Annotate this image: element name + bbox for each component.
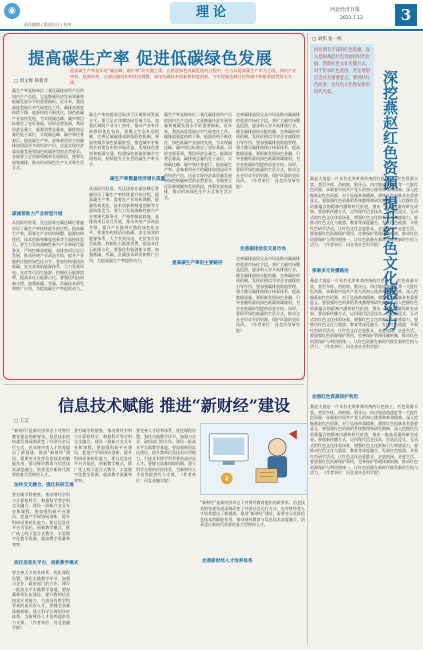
article1-column-2-text: 碳生产率的提高还取决于区域协同发展水平。要立足京津冀协同发展大局，加强区域间产业分工协作，推动产业有序转移和优化布局。要健全生态补偿机制，完善区域碳排放联防联控机制。要加快城乡绿色低碳转型，推进城市更新和乡村建设中的节能改造，发展绿色建筑和低碳交通，构建绿色低碳的城乡空间格局，持续提升全社会的碳生产率水平。 — [89, 112, 159, 167]
section-divider — [4, 384, 304, 385]
article1-column-2b — [89, 186, 159, 374]
paper-name: 河北经济日报 — [330, 7, 361, 13]
article1-column-1b-text: 从国际经验看，发达国家在碳达峰后普遍经历了碳生产率持续提升的过程。提高碳生产率，需要在产业结构调整、能源结构优化、技术创新和制度创新等方面持续发力。要大力发展战略性新兴产业和现代服务业，严格控制高耗能、高排放项目盲目发展，推动传统产业改造升级，提升产业链供应链的绿色化水平。要加快构建清洁低碳、安全高效的能源体系，大力发展风电、光伏等可再生能源，控制化石能源消费，提高非化石能源占比。要强化科技创新支撑，加强低碳、零碳、负碳技术研发和推广应用，为提高碳生产率提供动力。 — [12, 220, 84, 291]
article1-headline[interactable]: 提高碳生产率 促进低碳绿色发展 — [28, 49, 273, 68]
article2-column-1-text: “新财经”是新经济形态下对财经教育提出的新要求。信息技术的快速发展深刻改变了经济社会运行方式，也对财经类人才培养提出了新挑战。推进“新财经”建设，需要充分发挥信息技术的赋能作用，推动财经教育与信息技术深度融合，培养适应新时代需要的复合型财经人才。 — [12, 428, 70, 477]
article1-column-2b-text: 从国际经验看，发达国家在碳达峰后普遍经历了碳生产率持续提升的过程。提高碳生产率，需要在产业结构调整、能源结构优化、技术创新和制度创新等方面持续发力。要大力发展战略性新兴产业和现代服务业，严格控制高耗能、高排放项目盲目发展，推动传统产业改造升级，提升产业链供应链的绿色化水平。要加快构建清洁低碳、安全高效的能源体系，大力发展风电、光伏等可再生能源，控制化石能源消费，提高非化石能源占比。要强化科技创新支撑，加强低碳、零碳、负碳技术研发和推广应用，为提高碳生产率提供动力。 — [89, 186, 159, 263]
article3-byline: □ 刘伟 张一鸣 — [312, 37, 342, 42]
article1-column-4 — [236, 112, 300, 242]
article3-column-top — [310, 176, 418, 264]
article1-subhead-2: 碳生产率衡量经济增长质量 — [110, 177, 166, 182]
article2-column-2-text: 要打破学科壁垒，推动财经学科与计算机科学、数据科学等学科交叉融合，建设一批新兴交叉专业和课程。要加强科研平台建设，促进产学研协同创新，提升科研成果转化能力。要以信息化平台为依托，创新教学模式，推广线上线下混合式教学，丰富数字化教学资源，提高教学质量和效率。 — [74, 428, 132, 483]
article2-subhead-1: 加快交叉融合，强化科研互通 — [14, 483, 74, 488]
article2-subhead-2: 依托信息化平台，创新教学模式 — [14, 561, 79, 566]
article3-subhead-2: 加强红色资源保护利用 — [312, 395, 358, 400]
article2-column-4-text: “新财经”是新经济形态下对财经教育提出的新要求。信息技术的快速发展深刻改变了经济社会运行方式，也对财经类人才培养提出了新挑战。推进“新财经”建设，需要充分发挥信息技术的赋能作用，推动财经教育与信息技术深度融合，培养适应新时代需要的复合型财经人才。 — [200, 500, 305, 527]
article3-column-mid — [310, 278, 418, 390]
column-divider — [307, 33, 308, 645]
article1-column-1b — [12, 220, 84, 374]
article2-column-2 — [74, 428, 132, 644]
education-cartoon-icon — [200, 423, 308, 495]
newspaper-logo-icon: ◉ — [4, 3, 20, 19]
masthead-meta: 责任编辑 / 版面设计 / 校对 — [24, 22, 72, 27]
article2-subhead-3: 完善新财经人才培养体系 — [202, 559, 253, 564]
article1-subhead-1: 碳减排助力产业转型升级 — [12, 212, 63, 217]
issue-date: 2021.7.12 — [340, 16, 363, 21]
article1-column-2 — [89, 112, 159, 172]
masthead — [0, 0, 423, 32]
article1-column-4b-text: 完善碳排放权交易市场是推动碳减排的重要市场化手段。要扩大碳市场覆盖范围，逐步纳入更多高排放行业，健全碳排放权分配机制，完善碳价形成机制，发挥价格信号对企业减排的引导作用。要加强碳排放数据管理，建立健全碳排放统计核算体系，提高数据质量。要积极发展绿色金融，引导金融资源向绿色低碳领域倾斜，为企业低碳转型提供资金支持。同时，要倡导绿色低碳的生活方式，推动全社会形成节约资源、保护环境的良好风尚。（作者单位：河北经济研究院） — [236, 256, 300, 333]
article1-column-1 — [12, 88, 84, 208]
article3-quote: 河北拥有丰富的红色资源，深入挖掘燕赵红色资源的时代价值，创新红色文化传播方式，对于传承红色基因、坚定理想信念具有重要意义。要讲好红色故事，让红色文化焕发新的时代光彩。 — [314, 48, 370, 95]
article2-byline: □ 王艾 — [14, 419, 29, 424]
article3-column-mid-text: 燕赵大地是一片具有光荣革命传统的红色热土，红色资源丰富，类型多样。西柏坡、狼牙山、冉庄地道战遗址等一大批红色资源，承载着中国共产党人的初心使命和革命精神。深入挖掘燕赵红色资源，对于弘扬革命精神、赓续红色血脉具有重要意义。要加强红色资源的系统整理和研究阐释，深入挖掘红色资源蕴含的精神内涵和时代价值，推出一批高质量的研究成果。要创新传播方式，运用现代信息技术，打造沉浸式、互动式的红色文化体验场景，增强红色文化的吸引力和感染力。要推动红色文化与旅游、教育等深度融合，发展红色旅游，开展红色研学活动，让红色文化走进群众、走进校园、走进生活。要加强红色资源保护利用，完善保护管理体制机制，推动红色资源保护与利用相统一，让红色资源在新时代焕发新的生机与活力。（作者单位：河北省社会科学院） — [310, 278, 418, 349]
article1-column-1-text: 碳生产率是指单位二氧化碳排放所产出的国内生产总值，它是衡量经济发展质量和低碳发展水平的重要指标。近年来，我国高度重视应对气候变化工作，碳排放强度持续下降，能源结构不断优化，绿色低碳产业加快发展，为实现碳达峰、碳中和目标奠定了良好基础。同时也要看到，我国经济总量大、能源消费总量高，碳排放总量仍处于高位，实现碳达峰、碳中和任务艰巨。提高碳生产率，意味着用更少的碳排放创造更多的经济产出，这是实现经济高质量发展和绿色低碳转型的必然要求。各地要立足资源禀赋和发展阶段，统筹发展和减排，推动形成绿色生产方式和生活方式。 — [12, 88, 84, 170]
article2-column-1c-text: 要完善人才培养体系，优化课程设置，强化实践教学环节，加强与企业、政府部门的合作，建设一批高水平实践教学基地。要加强师资队伍建设，提升教师信息技术应用能力，引进具有跨学科背景的高层次人才。要健全质量保障机制，建立科学合理的评价体系，为新财经人才培养提供有力支撑。（作者单位：河北金融学院） — [12, 570, 70, 630]
article1-subhead-3: 提高碳生产率的主要路径 — [172, 261, 223, 266]
article2-column-3-text: 要完善人才培养体系，优化课程设置，强化实践教学环节，加强与企业、政府部门的合作，建设一批高水平实践教学基地。要加强师资队伍建设，提升教师信息技术应用能力，引进具有跨学科背景的高层次人才。要健全质量保障机制，建立科学合理的评价体系，为新财经人才培养提供有力支撑。（作者单位：河北金融学院） — [136, 428, 196, 483]
article3-column-bottom-text: 燕赵大地是一片具有光荣革命传统的红色热土，红色资源丰富，类型多样。西柏坡、狼牙山、冉庄地道战遗址等一大批红色资源，承载着中国共产党人的初心使命和革命精神。深入挖掘燕赵红色资源，对于弘扬革命精神、赓续红色血脉具有重要意义。要加强红色资源的系统整理和研究阐释，深入挖掘红色资源蕴含的精神内涵和时代价值，推出一批高质量的研究成果。要创新传播方式，运用现代信息技术，打造沉浸式、互动式的红色文化体验场景，增强红色文化的吸引力和感染力。要推动红色文化与旅游、教育等深度融合，发展红色旅游，开展红色研学活动，让红色文化走进群众、走进校园、走进生活。要加强红色资源保护利用，完善保护管理体制机制，推动红色资源保护与利用相统一，让红色资源在新时代焕发新的生机与活力。（作者单位：河北省社会科学院） — [310, 404, 418, 475]
article1-column-3 — [164, 112, 232, 374]
article2-column-3 — [136, 428, 196, 644]
svg-text:¥: ¥ — [224, 474, 229, 483]
article1-subhead-4: 完善碳排放权交易市场 — [240, 247, 286, 252]
article2-column-1b — [12, 492, 70, 556]
article3-subhead-1: 探索多元传播路径 — [312, 269, 349, 274]
article3-column-top-text: 燕赵大地是一片具有光荣革命传统的红色热土，红色资源丰富，类型多样。西柏坡、狼牙山、冉庄地道战遗址等一大批红色资源，承载着中国共产党人的初心使命和革命精神。深入挖掘燕赵红色资源，对于弘扬革命精神、赓续红色血脉具有重要意义。要加强红色资源的系统整理和研究阐释，深入挖掘红色资源蕴含的精神内涵和时代价值，推出一批高质量的研究成果。要创新传播方式，运用现代信息技术，打造沉浸式、互动式的红色文化体验场景，增强红色文化的吸引力和感染力。要推动红色文化与旅游、教育等深度融合，发展红色旅游，开展红色研学活动，让红色文化走进群众、走进校园、走进生活。要加强红色资源保护利用，完善保护管理体制机制，推动红色资源保护与利用相统一，让红色资源在新时代焕发新的生机与活力。（作者单位：河北省社会科学院） — [310, 176, 418, 247]
article2-column-1 — [12, 428, 70, 478]
article3-headline[interactable]: 深挖燕赵红色资源 提升红色文化感染力 — [381, 70, 399, 331]
article1-byline: □ 周文辉 韩新青 — [14, 79, 49, 84]
article1-column-4-text: 完善碳排放权交易市场是推动碳减排的重要市场化手段。要扩大碳市场覆盖范围，逐步纳入更多高排放行业，健全碳排放权分配机制，完善碳价形成机制，发挥价格信号对企业减排的引导作用。要加强碳排放数据管理，建立健全碳排放统计核算体系，提高数据质量。要积极发展绿色金融，引导金融资源向绿色低碳领域倾斜，为企业低碳转型提供资金支持。同时，要倡导绿色低碳的生活方式，推动全社会形成节约资源、保护环境的良好风尚。（作者单位：河北经济研究院） — [236, 112, 300, 189]
page-number: 3 — [395, 4, 417, 26]
article3-column-bottom — [310, 404, 418, 642]
article1-column-3-text: 碳生产率是指单位二氧化碳排放所产出的国内生产总值，它是衡量经济发展质量和低碳发展水平的重要指标。近年来，我国高度重视应对气候变化工作，碳排放强度持续下降，能源结构不断优化，绿色低碳产业加快发展，为实现碳达峰、碳中和目标奠定了良好基础。同时也要看到，我国经济总量大、能源消费总量高，碳排放总量仍处于高位，实现碳达峰、碳中和任务艰巨。提高碳生产率，意味着用更少的碳排放创造更多的经济产出，这是实现经济高质量发展和绿色低碳转型的必然要求。各地要立足资源禀赋和发展阶段，统筹发展和减排，推动形成绿色生产方式和生活方式。 — [164, 112, 232, 200]
article2-headline[interactable]: 信息技术赋能 推进“新财经”建设 — [58, 396, 290, 415]
article1-column-4b — [236, 256, 300, 374]
masthead-rule — [0, 29, 423, 31]
article2-column-1b-text: 要打破学科壁垒，推动财经学科与计算机科学、数据科学等学科交叉融合，建设一批新兴交叉专业和课程。要加强科研平台建设，促进产学研协同创新，提升科研成果转化能力。要以信息化平台为依托，创新教学模式，推广线上线下混合式教学，丰富数字化教学资源，提高教学质量和效率。 — [12, 492, 70, 547]
article1-summary: 提高碳生产率是实现“碳达峰、碳中和”的关键之策。在推进绿色低碳发展的过程中，应当以提高碳生产率为主线，加快产业结构、能源结构、交通运输结构的优化调整，深化低碳技术创新和制度创新，为实现碳达峰目标和碳中和愿景提供坚实支撑。 — [70, 68, 297, 86]
article2-column-1c — [12, 570, 70, 644]
article2-column-4 — [200, 500, 305, 644]
section-title: 理论 — [170, 2, 256, 24]
